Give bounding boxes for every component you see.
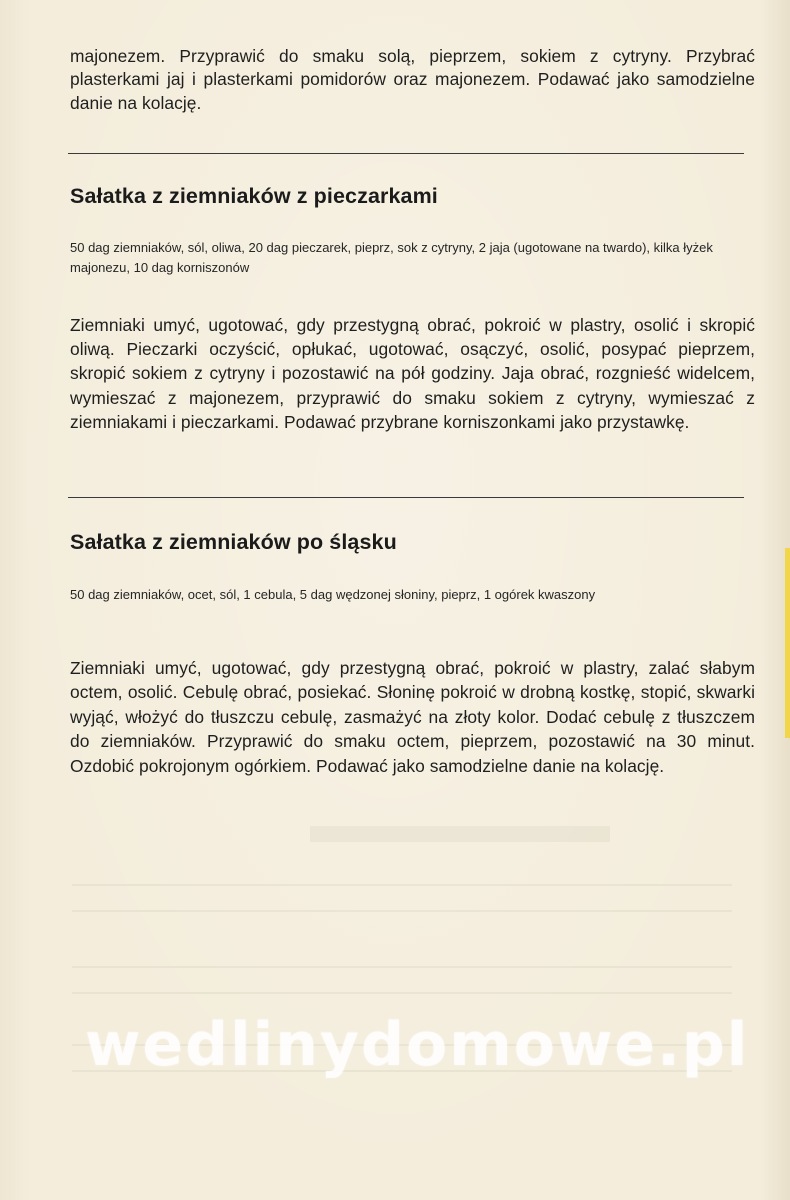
recipe-title: Sałatka z ziemniaków z pieczarkami bbox=[70, 184, 438, 208]
bleed-through-shadow bbox=[72, 992, 732, 994]
section-divider bbox=[68, 497, 744, 498]
intro-paragraph-block bbox=[70, 45, 755, 115]
recipe-instructions: Ziemniaki umyć, ugotować, gdy przestygną obrać, pokroić w plastry, osolić i skropić oliwą. Pieczarki oczyścić, opłukać, ugotować, osączyć, osolić, posypać pieprzem, skropić sokiem z cytryny i pozostawić na pół godziny. Jaja obrać, rozgnieść widelcem, wymieszać z majonezem, przyprawić do smaku sokiem z cytryny, wymieszać z ziemniakami i pieczarkami. Podawać przybrane korniszonkami jako przystawkę. bbox=[70, 315, 755, 432]
bleed-through-shadow bbox=[72, 910, 732, 912]
section-divider bbox=[68, 153, 744, 154]
ingredients-block bbox=[70, 585, 755, 605]
ingredients-list: 50 dag ziemniaków, ocet, sól, 1 cebula, 5 dag wędzonej słoniny, pieprz, 1 ogórek kwaszony bbox=[70, 587, 596, 602]
bleed-through-shadow bbox=[72, 884, 732, 886]
recipe-instructions-block bbox=[70, 313, 755, 434]
recipe-instructions-block bbox=[70, 656, 755, 778]
bleed-through-shadow bbox=[72, 966, 732, 968]
bleed-through-shadow bbox=[310, 826, 610, 842]
watermark: wedlinydomowe.pl bbox=[85, 1010, 750, 1080]
recipe-title: Sałatka z ziemniaków po śląsku bbox=[70, 530, 397, 554]
recipe-instructions: Ziemniaki umyć, ugotować, gdy przestygną obrać, pokroić w plastry, zalać słabym octem, osolić. Cebulę obrać, posiekać. Słoninę pokroić w drobną kostkę, stopić, skwarki wyjąć, włożyć do tłuszczu cebulę, zasmażyć na złoty kolor. Dodać cebulę z tłuszczem do ziemniaków. Przyprawić do smaku octem, pieprzem, pozostawić na 30 minut. Ozdobić pokrojonym ogórkiem. Podawać jako samodzielne danie na kolację. bbox=[70, 658, 755, 776]
ingredients-block bbox=[70, 238, 755, 278]
intro-paragraph: majonezem. Przyprawić do smaku solą, pieprzem, sokiem z cytryny. Przybrać plasterkami jaj i plasterkami pomidorów oraz majonezem. Podawać jako samodzielne danie na kolację. bbox=[70, 46, 755, 113]
page-edge-tab bbox=[785, 548, 790, 738]
ingredients-list: 50 dag ziemniaków, sól, oliwa, 20 dag pieczarek, pieprz, sok z cytryny, 2 jaja (ugotowane na twardo), kilka łyżek majonezu, 10 dag korniszonów bbox=[70, 240, 713, 275]
